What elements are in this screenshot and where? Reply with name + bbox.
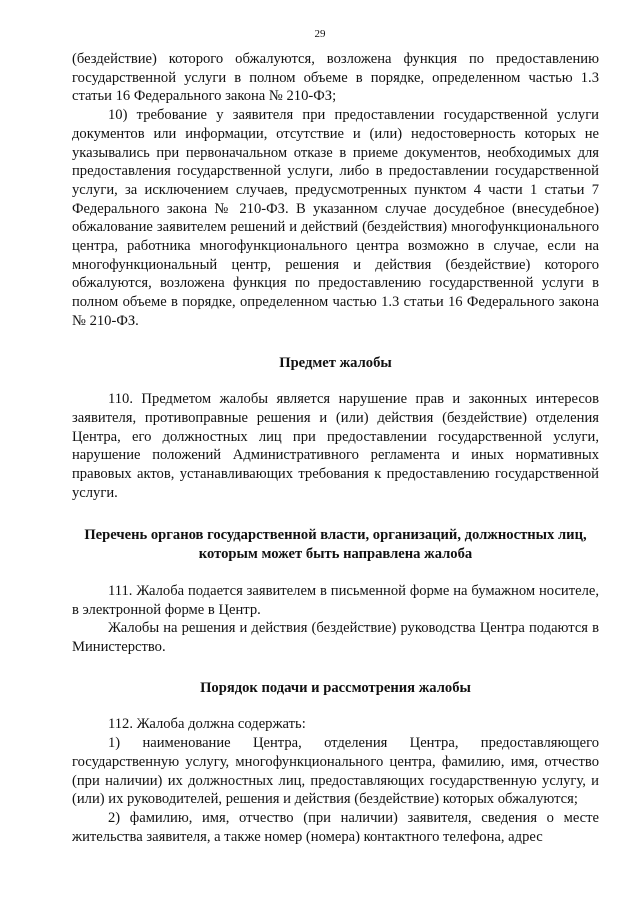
paragraph-111-continuation: Жалобы на решения и действия (бездействие) руководства Центра подаются в Министерство. [72, 620, 599, 655]
document-body [72, 50, 599, 846]
section-heading-submission-procedure: Порядок подачи и рассмотрения жалобы [200, 679, 471, 696]
paragraph-112-item-1: 1) наименование Центра, отделения Центра, предоставляющего государственную услугу, многофункционального центра, фамилию, имя, отчество (при наличии) их должностных лиц, предоставляющих государственную услугу, и (или) их руководителей, решения и действия (бездействие) которых обжалуются; [72, 735, 599, 808]
paragraph-110: 110. Предметом жалобы является нарушение прав и законных интересов заявителя, противоправные решения и (или) действия (бездействие) отделения Центра, его должностных лиц при предоставлении государственной услуги, нарушение положений Административного регламента и иных нормативных правовых актов, устанавливающих требования к предоставлению государственной услуги. [72, 391, 599, 501]
paragraph-item-10: 10) требование у заявителя при предоставлении государственной услуги документов или информации, отсутствие и (или) недостоверность которых не указывались при первоначальном отказе в приеме документов, необходимых для предоставления государственной услуги, либо в предоставлении государственной услуги, за исключением случаев, предусмотренных пунктом 4 части 1 статьи 7 Федерального закона № 210-ФЗ. В указанном случае досудебное (внесудебное) обжалование заявителем решений и действий (бездействия) многофункционального центра, работника многофункционального центра возможно в случае, если на многофункциональный центр, решения и действия (бездействие) которого обжалуются, возложена функция по предоставлению государственной услуги в полном объеме в порядке, определенном частью 1.3 статьи 16 Федерального закона № 210-ФЗ. [72, 107, 599, 329]
section-heading-authorities-list: Перечень органов государственной власти, организаций, должностных лиц, которым может быть направлена жалоба [84, 527, 587, 563]
section-heading-complaint-subject: Предмет жалобы [279, 354, 392, 371]
paragraph-112: 112. Жалоба должна содержать: [108, 716, 306, 733]
page-number: 29 [314, 28, 326, 40]
paragraph-112-item-2: 2) фамилию, имя, отчество (при наличии) заявителя, сведения о месте жительства заявителя, а также номер (номера) контактного телефона, адрес [72, 809, 599, 845]
paragraph-continuation: (бездействие) которого обжалуются, возложена функция по предоставлению государственной услуги в полном объеме в порядке, определенном частью 1.3 статьи 16 Федерального закона № 210-ФЗ; [72, 51, 599, 105]
paragraph-111: 111. Жалоба подается заявителем в письменной форме на бумажном носителе, в электронной форме в Центр. [72, 582, 599, 618]
